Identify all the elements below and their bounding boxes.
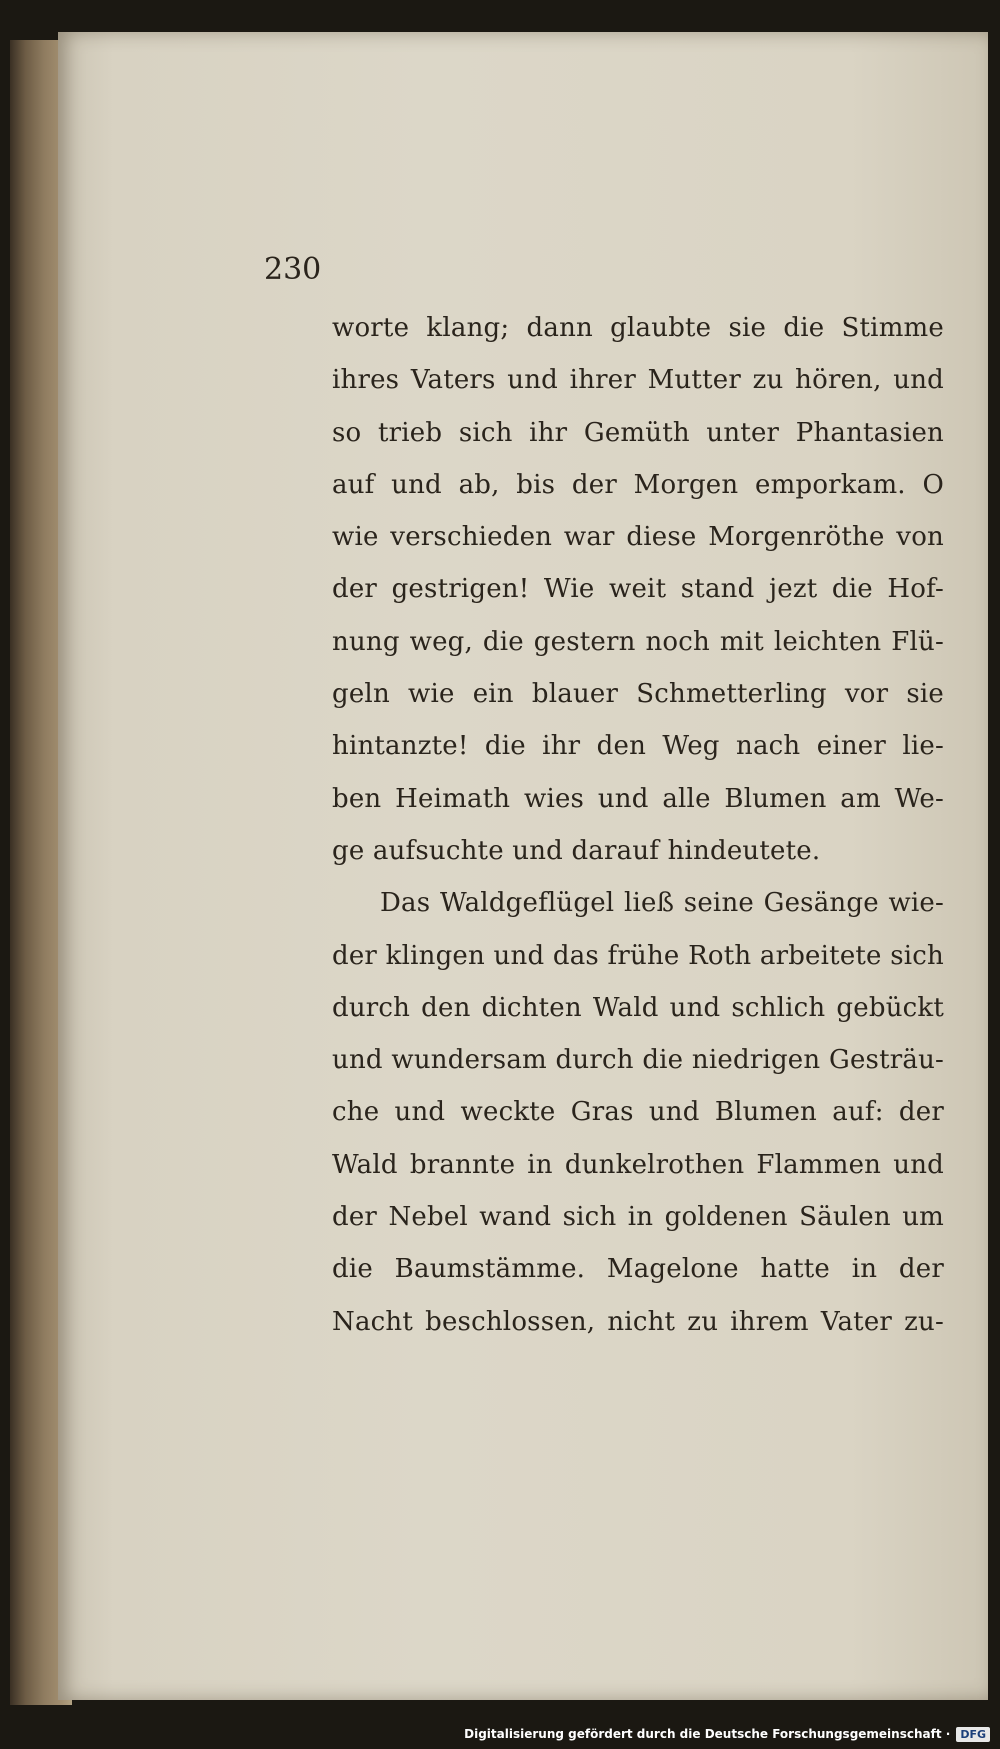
text-line: und wundersam durch die niedrigen Gesträu-: [332, 1045, 944, 1076]
digitization-credit: [464, 1723, 990, 1745]
text-line: ihres Vaters und ihrer Mutter zu hören, und: [332, 365, 944, 396]
text-line: durch den dichten Wald und schlich gebückt: [332, 992, 944, 1023]
text-line: Wald brannte in dunkelrothen Flammen und: [332, 1149, 944, 1180]
body-text: [332, 302, 944, 1348]
text-line: der Nebel wand sich in goldenen Säulen um: [332, 1202, 944, 1233]
book-page: [58, 32, 988, 1700]
text-line: ben Heimath wies und alle Blumen am We-: [332, 783, 944, 814]
text-line: geln wie ein blauer Schmetterling vor sie: [332, 679, 944, 710]
paragraph-2: [332, 877, 944, 1348]
text-line: nung weg, die gestern noch mit leichten Flü-: [332, 626, 944, 657]
text-line: so trieb sich ihr Gemüth unter Phantasien: [332, 417, 944, 448]
text-line: hintanzte! die ihr den Weg nach einer lie-: [332, 731, 944, 762]
text-line: worte klang; dann glaubte sie die Stimme: [332, 313, 944, 343]
text-line: die Baumstämme. Magelone hatte in der: [332, 1254, 944, 1285]
credit-text: Digitalisierung gefördert durch die Deutsche Forschungsgemeinschaft ·: [464, 1727, 951, 1741]
text-line: der klingen und das frühe Roth arbeitete sich: [332, 940, 944, 971]
page-number: 230: [264, 252, 322, 287]
text-line: auf und ab, bis der Morgen emporkam. O: [332, 469, 944, 500]
text-line: Das Waldgeflügel ließ seine Gesänge wie-: [380, 888, 944, 919]
text-line: Nacht beschlossen, nicht zu ihrem Vater zu-: [332, 1306, 944, 1337]
text-line: wie verschieden war diese Morgenröthe von: [332, 522, 944, 553]
paragraph-1: [332, 302, 944, 877]
text-line: ge aufsuchte und darauf hindeutete.: [332, 835, 821, 866]
dfg-logo: DFG: [956, 1727, 990, 1742]
text-line: der gestrigen! Wie weit stand jezt die Hof-: [332, 574, 944, 605]
text-line: che und weckte Gras und Blumen auf: der: [332, 1097, 944, 1128]
